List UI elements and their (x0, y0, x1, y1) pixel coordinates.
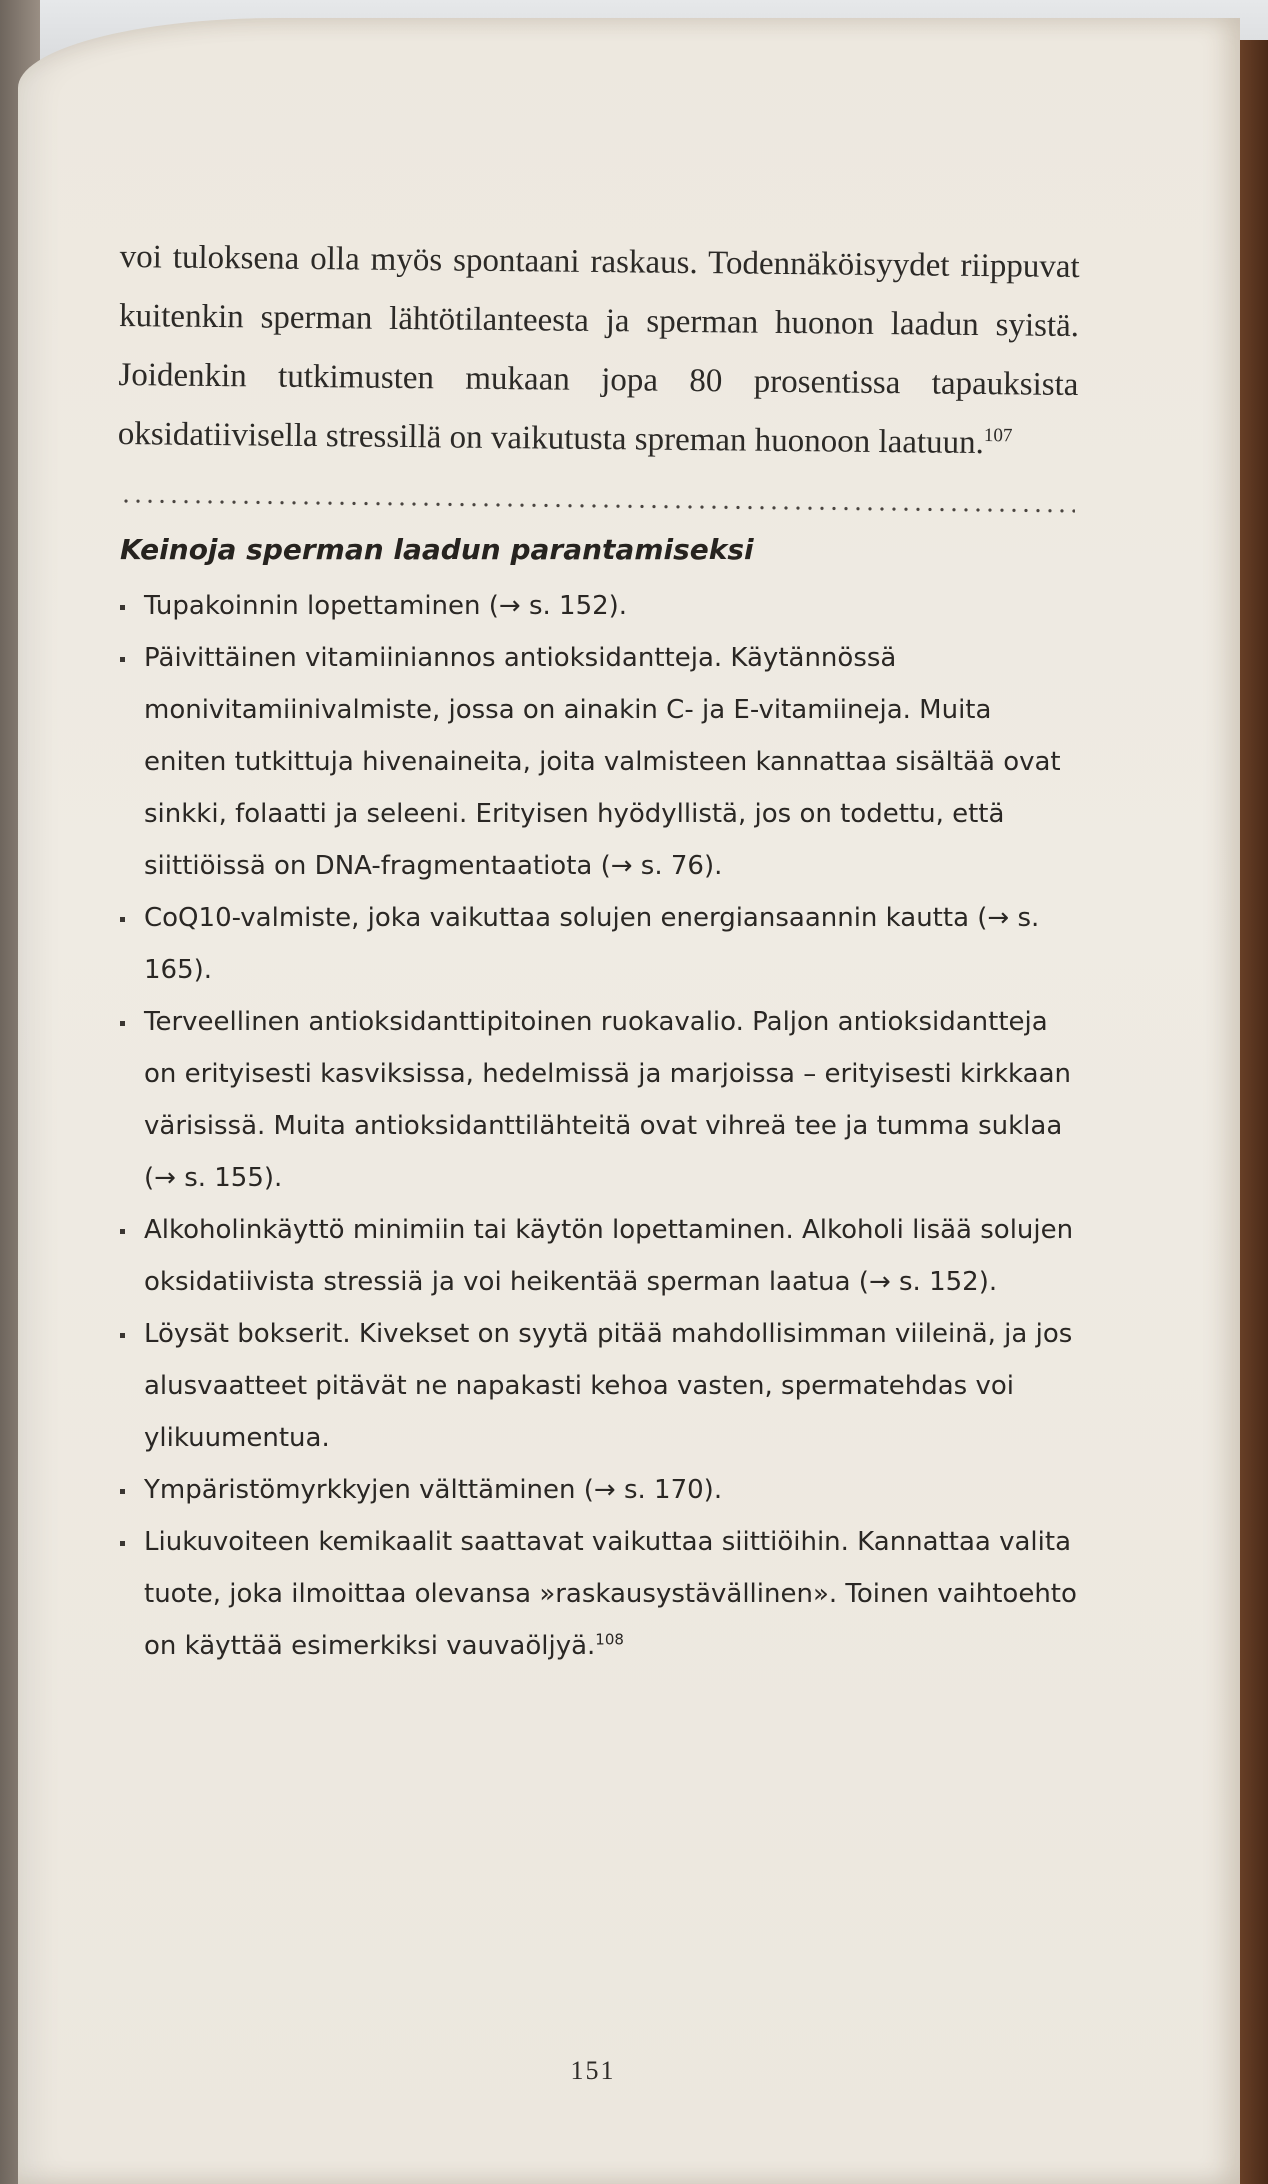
bullet-icon (120, 1021, 125, 1026)
list-item (120, 1204, 1080, 1308)
footnote-ref: 107 (983, 425, 1013, 447)
intro-text: voi tuloksena olla myös spontaani raskaus. Todennäköisyydet riippuvat kuitenkin sperman lähtötilanteesta ja sperman huonon laadun syistä. Joidenkin tutkimusten mukaan jopa 80 prosentissa tapauksista oksidatiivisella stressillä on vaikutusta spreman huonoon laatuun. (117, 238, 1080, 462)
bullet-icon (120, 657, 125, 662)
intro-paragraph (118, 228, 1080, 474)
list-item (120, 1516, 1080, 1672)
bullet-icon (120, 917, 125, 922)
tips-list (120, 580, 1080, 1672)
list-item (120, 892, 1080, 996)
list-item-text: CoQ10-valmiste, joka vaikuttaa solujen energiansaannin kautta (→ s. 165). (144, 903, 1040, 985)
bullet-icon (120, 1489, 125, 1494)
list-item-text: Tupakoinnin lopettaminen (→ s. 152). (144, 591, 628, 621)
list-item (120, 1464, 1080, 1516)
page-content (117, 228, 1080, 1672)
book-page (18, 18, 1240, 2184)
list-item-text: Alkoholinkäyttö minimiin tai käytön lopettaminen. Alkoholi lisää solujen oksidatiivista stressiä ja voi heikentää sperman laatua (→ s. 152). (144, 1215, 1074, 1297)
footnote-ref: 108 (595, 1630, 624, 1649)
list-item-text: Ympäristömyrkkyjen välttäminen (→ s. 170). (144, 1475, 723, 1505)
bullet-icon (120, 605, 125, 610)
page-number: 151 (570, 2056, 616, 2085)
list-item-text: Liukuvoiteen kemikaalit saattavat vaikuttaa siittiöihin. Kannattaa valita tuote, joka ilmoittaa olevansa »raskausystävällinen». Toinen vaihtoehto on käyttää esimerkiksi vauvaöljyä. (144, 1527, 1077, 1661)
bullet-icon (120, 1229, 125, 1234)
bullet-icon (120, 1541, 125, 1546)
list-item (120, 996, 1080, 1204)
book-cover-edge (1238, 40, 1268, 2184)
list-item-text: Päivittäinen vitamiiniannos antioksidantteja. Käytännössä monivitamiinivalmiste, jossa on ainakin C- ja E-vitamiineja. Muita eniten tutkittuja hivenaineita, joita valmisteen kannattaa sisältää ovat sinkki, folaatti ja seleeni. Erityisen hyödyllistä, jos on todettu, että siittiöissä on DNA-fragmentaatiota (→ s. 76). (144, 643, 1061, 881)
bullet-icon (120, 1333, 125, 1338)
list-item (120, 632, 1080, 892)
list-item-text: Löysät bokserit. Kivekset on syytä pitää mahdollisimman viileinä, ja jos alusvaatteet pitävät ne napakasti kehoa vasten, spermatehdas voi ylikuumentua. (144, 1319, 1073, 1453)
dotted-divider (120, 499, 1075, 513)
box-heading: Keinoja sperman laadun parantamiseksi (120, 533, 754, 566)
list-item (120, 1308, 1080, 1464)
list-item (120, 580, 1080, 632)
list-item-text: Terveellinen antioksidanttipitoinen ruokavalio. Paljon antioksidantteja on erityisesti kasviksissa, hedelmissä ja marjoissa – erityisesti kirkkaan värisissä. Muita antioksidanttilähteitä ovat vihreä tee ja tumma suklaa (→ s. 155). (144, 1007, 1071, 1193)
